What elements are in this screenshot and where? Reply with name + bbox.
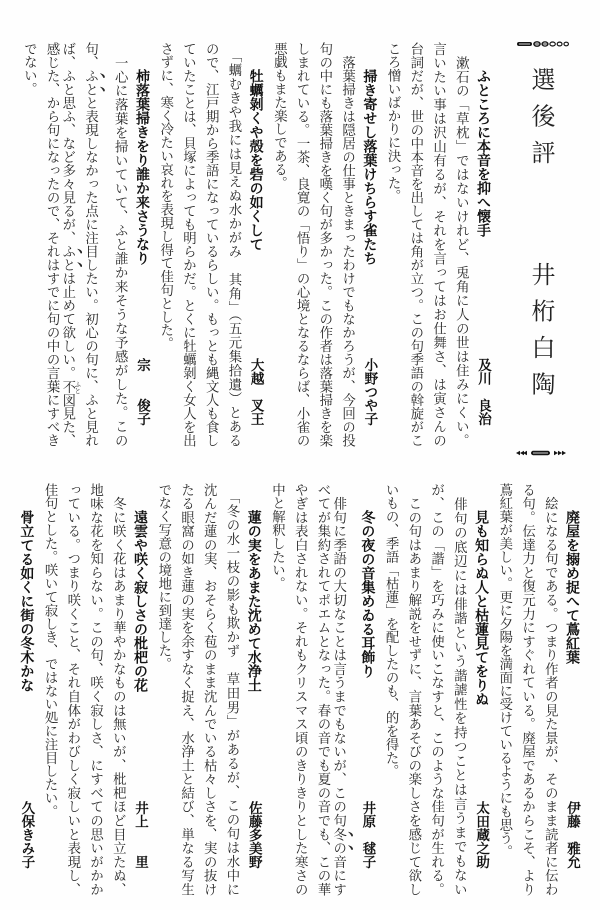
text-segment: 俳句に季語の大切なことは言うまでもないが、この句 (330, 483, 346, 828)
haiku-title: 掃き寄せし落葉けちらす雀たち (361, 69, 378, 265)
haiku-heading (128, 483, 151, 896)
haiku-title: 廃屋を搦め捉へて蔦紅葉 (564, 510, 580, 664)
text-segment: は止めて欲しい。 (59, 271, 75, 380)
text-segment: 句、 (82, 42, 98, 70)
ruby-annotated-word (59, 379, 82, 407)
body-line: ので、江戸期から季語になっているらしい。もっとも縄文人も食し (203, 42, 219, 447)
text-segment: ば、ふと思ふ、など多々見るが、 (59, 42, 75, 245)
body-line: 絵になる句である。つまり作者の見た景が、そのまま読者に伝わ (542, 483, 558, 896)
body-line: 地味な花を知らない。この句、咲く寂しさ、にすべての思いがかか (87, 483, 103, 896)
body-line: 悪戯もまた楽しである。 (271, 42, 287, 190)
haiku-heading (130, 42, 153, 447)
body-line: やぎは表白されない。それもクリスマス頃のきりきりとした寒さの (292, 483, 308, 896)
body-line: 蔦紅葉が美しい。更に夕陽を満面に受けているようにも思う。 (496, 483, 512, 859)
text-segment: 見た、 (59, 406, 75, 448)
body-line: 冬に咲く花はあまり華やかなものは無いが、枇杷ほど目立たぬ、 (110, 483, 126, 896)
page-title: 選後評 (527, 67, 555, 177)
body-line: 俳句の底辺には俳諧という諧謔性を持つことは言うまでもない (451, 483, 467, 896)
haiku-heading (242, 483, 265, 896)
body-line: 言いたい事は沢山有るが、それを言ってはお仕舞さ、は寅さんの (430, 42, 446, 447)
haiku-heading (471, 42, 494, 447)
haiku-heading (560, 483, 583, 896)
critique-section (380, 42, 494, 447)
critique-section (37, 483, 151, 896)
poet-name: 小野つや子 (361, 357, 378, 425)
body-line: 漱石の「草枕」ではないけれど、兎角に人の世は住みにくい。 (453, 42, 469, 447)
poet-name: 及川 良治 (475, 357, 491, 425)
body-line: さずに、寒く冷たい哀れを表現し得て佳句とした。 (157, 42, 173, 351)
body-line: べてが集約されてポエムとなった。春の音でも夏の音でも、この華 (314, 483, 330, 896)
body-line: 「冬の水一枝の影も欺かず 草田男」があるが、この句は水中に (223, 483, 239, 896)
body-line: 台詞だが、世の中本音を出しては角が立つ。この句季語の斡旋がこ (407, 42, 423, 447)
haiku-heading (358, 42, 381, 447)
top-ornament-icon (516, 40, 572, 48)
body-line: る句。伝達力と復元力にすぐれている。廃屋であるからこそ、より (519, 483, 535, 896)
poet-name: 久保きみ子 (18, 800, 35, 868)
body-line: たる眼窩の如き蓮の実を余すなく捉え、水浄土と結び、単なる写生 (178, 483, 194, 896)
poet-name: 宗 俊子 (133, 357, 150, 425)
critique-section (265, 483, 379, 896)
body-line: ていたことは、貝塚によっても明らかだ。とくに牡蠣剝く女人を出 (180, 42, 196, 447)
body-line: でなく写意の境地に到達した。 (155, 483, 171, 671)
body-line (330, 483, 356, 897)
haiku-title: ふところに本音を抑へ懐手 (475, 69, 491, 237)
body-line: 一心に落葉を掃いていて、ふと誰か来そうな予感がした。この (112, 42, 128, 447)
body-line: でない。 (21, 42, 37, 96)
critique-section (15, 483, 38, 896)
haiku-title: 見も知らぬ人と枯蓮見てをりぬ (473, 510, 490, 706)
haiku-title: 骨立てる如くに街の冬木かな (18, 510, 35, 692)
emphasized-text: 冬の (330, 827, 346, 856)
body-line: っている。つまり咲くこと、それ自体がわびしく寂しいと表現し、 (64, 483, 80, 896)
poet-name: 伊藤 雅允 (564, 800, 580, 868)
ruby-reading: ふと (73, 380, 82, 394)
poet-name: 井原 毬子 (359, 800, 376, 868)
critique-section (267, 42, 381, 447)
text-segment: 音にす (330, 855, 346, 897)
critique-section (151, 483, 265, 896)
poet-name: 太田蔵之助 (473, 800, 490, 868)
haiku-title: 蓮の実をあまた沈めて水浄土 (245, 510, 262, 692)
haiku-title: 牡蠣剝くや殻を砦の如くして (247, 69, 264, 251)
body-line: いもの、季語「枯蓮」を配したのも、的を得た。 (383, 483, 399, 778)
haiku-title: 遠雲や咲く寂しさの枇杷の花 (132, 510, 149, 692)
critique-section (492, 483, 583, 896)
haiku-heading (469, 483, 492, 896)
body-line: 沈んだ蓮の実、おそらく苞のまま沈んでいる枯々しさを、実の抜け (201, 483, 217, 896)
critique-section (17, 42, 153, 447)
emphasized-text: ふと (59, 244, 75, 272)
haiku-heading (15, 483, 38, 896)
ruby-base: 不図 (59, 379, 75, 407)
body-line (82, 42, 108, 447)
poet-name: 井上 里 (132, 800, 149, 868)
haiku-title: 柿落葉掃きをり誰か来さうなり (133, 69, 150, 265)
bottom-ornament-icon (514, 449, 570, 457)
lower-critiques (15, 483, 583, 896)
body-line: 佳句とした。咲いて寂しき、ではない処に注目したい。 (42, 483, 58, 818)
body-line: 句の中にも落葉掃きを嘆く句が多かった。この作者は落葉掃きを楽 (316, 42, 332, 447)
body-line: 「蠣むきや我には見えぬ水かがみ 其角」（五元集拾遺）とある (225, 42, 241, 447)
body-line: 感じた、から句になったので、それはすでに句の中の言葉にすべき (44, 42, 60, 447)
haiku-heading (244, 42, 267, 447)
critique-section (378, 483, 492, 896)
critique-section (153, 42, 267, 447)
body-line: しまれている。一茶、良寛の「悟り」の心境となるならば、小雀の (294, 42, 310, 447)
body-line: ころ憎いばかりに決った。 (385, 42, 401, 203)
body-line: 落葉掃きは隠居の仕事ときまったわけでもなかろうが、今回の投 (339, 42, 355, 447)
upper-critiques (16, 42, 494, 447)
haiku-heading (356, 483, 379, 896)
poet-name: 大越 叉王 (247, 357, 264, 425)
column-author: 井桁白陶 (527, 262, 555, 408)
haiku-title: 冬の夜の音集めゐる耳飾り (359, 510, 376, 678)
body-line: 中と解釈したい。 (269, 483, 285, 591)
body-line: この句はあまり解説をせずに、言葉あそびの楽しさを感じて欲し (405, 483, 421, 896)
body-line: が、この「諧」を巧みに使いこなすと、このような佳句が生れる。 (428, 483, 444, 896)
text-segment: と表現しなかった点に注目したい。初心の句に、ふと見れ (82, 96, 98, 447)
poet-name: 佐藤多美野 (245, 800, 262, 868)
emphasized-text: ふと (82, 69, 98, 97)
